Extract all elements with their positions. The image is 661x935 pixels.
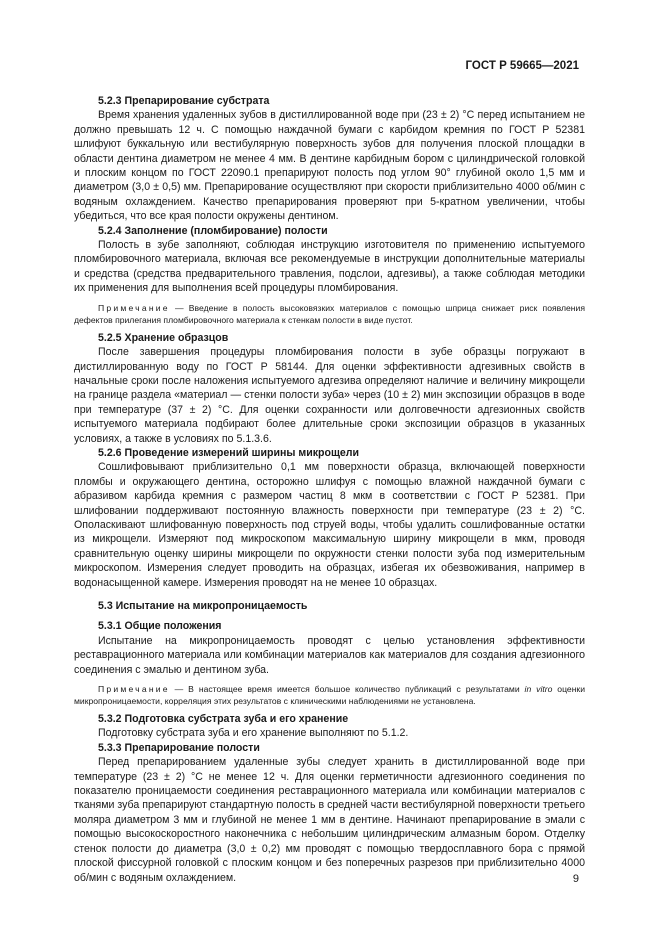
section-heading-5-3-3: 5.3.3 Препарирование полости [98, 741, 260, 754]
document-body [74, 94, 585, 885]
section-heading-5-3-2: 5.3.2 Подготовка субстрата зуба и его хранение [98, 713, 349, 726]
note-label: Примечание [98, 302, 170, 313]
note-text: оценки микропроницаемости, корреляция этих результатов с клиническими наблюдениями не установлена. [74, 684, 585, 707]
note-text: — Введение в полость высоковязких материалов с помощью шприца снижает риск появления дефектов прилегания пломбировочного материала к стенкам полости в виде пустот. [74, 302, 585, 325]
section-heading-5-2-4: 5.2.4 Заполнение (пломбирование) полости [98, 224, 328, 237]
note-label: Примечание [98, 684, 170, 695]
paragraph: Сошлифовывают приблизительно 0,1 мм поверхности образца, включающей поверхности пломбы и окружающего дентина, осторожно шлифуя с помощью влажной наждачной бумаги с абразивом карбида кремния с размером частиц 8 мкм в соответствии с ГОСТ Р 52381. При шлифовании поддерживают постоянную влажность поверхности при температуре (23 ± 2) °C. Ополаскивают шлифованную поверхность под струей воды, чтобы удалить сошлифованные остатки из микрощели. Измеряют под микроскопом максимальную ширину микрощели в мкм, проводя сравнительную оценку ширины микрощели по окружности стенки полости зуба под измерительным микроскопом. Измерения следует проводить на образцах, избегая их обезвоживания, например в водонасыщенной камере. Измерения проводят на не менее 10 образцах. [74, 461, 585, 589]
note-text: — В настоящее время имеется большое количество публикаций с результатами [169, 684, 525, 695]
note [74, 302, 585, 326]
paragraph: Перед препарированием удаленные зубы следует хранить в дистиллированной воде при температуре (23 ± 2) °C не менее 12 ч. Для оценки герметичности адгезионного соединения по показателю проницаемости соединения реставрационного материала или комбинации материалов с тканями зуба препарируют стандартную полость в средней части вестибулярной поверхности третьего моляра диаметром 3 мм и глубиной не менее 1 мм в дентине. Начинают препарирование в эмали с помощью высокоскоростного наконечника с небольшим цилиндрическим алмазным бором. Отделку стенок полости до диаметра (3,0 ± 0,2) мм проводят с помощью твердосплавного бора с прямой плоской фиссурной головкой с плоским концом и без поперечных разрезов при приблизительно 4000 об/мин с водяным охлаждением. [74, 756, 585, 884]
note [74, 683, 585, 707]
note-italic: in vitro [524, 684, 553, 695]
standard-code: ГОСТ Р 59665—2021 [465, 60, 579, 72]
paragraph: Полость в зубе заполняют, соблюдая инструкцию изготовителя по применению испытуемого пломбировочного материала, включая все рекомендуемые в инструкции дополнительные материалы и средства (средства предварительного травления, подслои, адгезивы), а также соблюдая методики их применения для выполнения всей процедуры пломбирования. [74, 239, 585, 295]
paragraph: Время хранения удаленных зубов в дистиллированной воде при (23 ± 2) °C перед испытанием не должно превышать 12 ч. С помощью наждачной бумаги с карбидом кремния по ГОСТ Р 52381 шлифуют буккальную или вестибулярную поверхность зубов для получения плоской площадки в области дентина диаметром не менее 4 мм. В дентине карбидным бором с цилиндрической головкой и плоским концом по ГОСТ 22090.1 препарируют полость под углом 90° глубиной около 1,5 мм и диаметром (3,0 ± 0,5) мм. Препарирование осуществляют при скорости приблизительно 4000 об/мин с водяным охлаждением. Качество препарирования проверяют при 5-кратном увеличении, чтобы убедиться, что все края полости окружены дентином. [74, 109, 585, 223]
section-heading-5-2-3: 5.2.3 Препарирование субстрата [98, 95, 270, 107]
section-heading-5-3-1: 5.3.1 Общие положения [98, 620, 222, 633]
paragraph: Подготовку субстрата зуба и его хранение выполняют по 5.1.2. [98, 727, 409, 740]
section-heading-5-2-5: 5.2.5 Хранение образцов [98, 331, 229, 344]
paragraph: После завершения процедуры пломбирования полости в зубе образцы погружают в дистиллированную воду по ГОСТ Р 58144. Для оценки эффективности адгезивных свойств в начальные сроки после наложения испытуемого адгезива определяют наличие и величину микрощели на границе раздела «материал — стенки полости зуба» через (10 ± 2) мин экспозиции образцов в воде при температуре (37 ± 2) °C. Для оценки сохранности или долговечности адгезионных свойств испытуемого материала подбирают более длительные сроки экспозиции образцов в указанных условиях, а также в условиях по 5.1.3.6. [74, 346, 585, 445]
section-heading-5-2-6: 5.2.6 Проведение измерений ширины микрощели [98, 446, 360, 459]
page-number: 9 [572, 873, 579, 885]
section-heading-5-3: 5.3 Испытание на микропроницаемость [98, 600, 308, 612]
paragraph: Испытание на микропроницаемость проводят с целью установления эффективности реставрационного материала или комбинации материалов как материалов для создания адгезионного соединения с эмалью и дентином зуба. [74, 634, 585, 676]
